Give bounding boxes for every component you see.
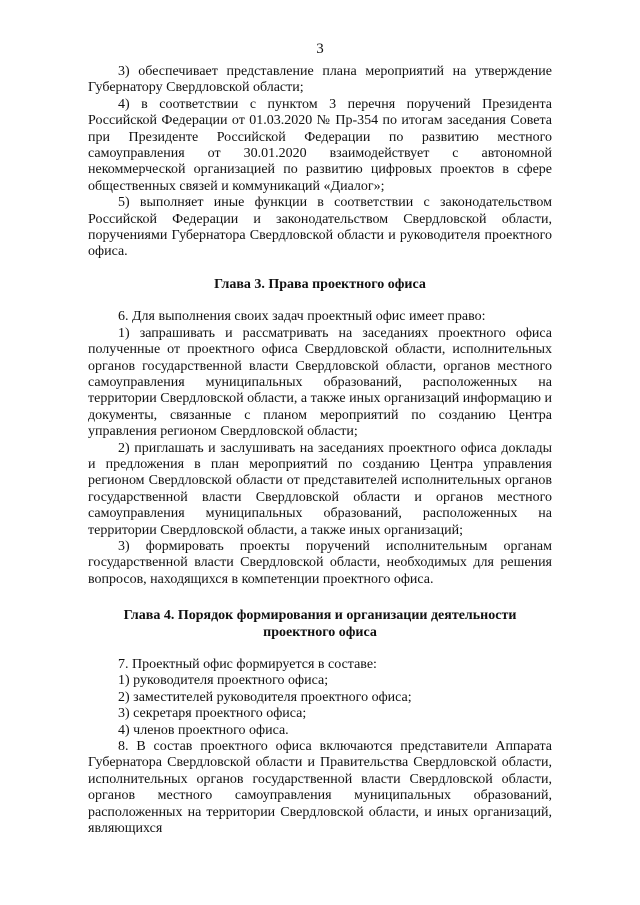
chapter-2-continuation [88, 64, 552, 261]
chapter-3-heading: Глава 3. Права проектного офиса [214, 276, 426, 292]
list-item: 4) в соответствии с пунктом 3 перечня поручений Президента Российской Федерации от 01.03.2020 № Пр-354 по итогам заседания Совета при Президенте Российской Федерации по развитию местного самоуправления от 30.01.2020 взаимодействует с автономной некоммерческой организацией по развитию цифровых проектов в сфере общественных связей и коммуникаций «Диалог»; [88, 96, 552, 194]
list-item: 5) выполняет иные функции в соответствии с законодательством Российской Федерации и законодательством Свердловской области, поручениями Губернатора Свердловской области и руководителя проектного офиса. [88, 195, 552, 260]
list-item: 4) членов проектного офиса. [118, 722, 289, 738]
list-item: 3) обеспечивает представление плана мероприятий на утверждение Губернатору Свердловской области; [88, 64, 552, 96]
paragraph: 6. Для выполнения своих задач проектный офис имеет право: [118, 309, 486, 325]
chapter-4 [88, 608, 552, 837]
list-item: 2) приглашать и заслушивать на заседаниях проектного офиса доклады и предложения в план мероприятий по созданию Центра управления регионом Свердловской области от представителей исполнительных органов государственной власти Свердловской области и органов местного самоуправления муниципальных образований, расположенных на территории Свердловской области, а также иных организаций; [88, 440, 552, 538]
paragraph: 7. Проектный офис формируется в составе: [118, 657, 377, 672]
list-item: 3) формировать проекты поручений исполнительным органам государственной власти Свердловской области, необходимых для решения вопросов, находящихся в компетенции проектного офиса. [88, 538, 552, 587]
paragraph: 8. В состав проектного офиса включаются представители Аппарата Губернатора Свердловской области и Правительства Свердловской области, исполнительных органов государственной власти Свердловской области, органов местного самоуправления муниципальных образований, расположенных на территории Свердловской области, и иных организаций, являющихся [88, 739, 552, 837]
chapter-3 [88, 277, 552, 588]
list-item: 1) руководителя проектного офиса; [118, 673, 329, 689]
chapter-4-heading-line-1: Глава 4. Порядок формирования и организации деятельности [123, 608, 517, 624]
chapter-4-heading [88, 608, 552, 641]
chapter-4-heading-line-2: проектного офиса [263, 624, 377, 640]
document-page [88, 40, 552, 837]
list-item: 2) заместителей руководителя проектного офиса; [118, 689, 412, 705]
list-item: 1) запрашивать и рассматривать на заседаниях проектного офиса полученные от проектного офиса Свердловской области, исполнительных органов государственной власти Свердловской области, органов местного самоуправления муниципальных образований, расположенных на территории Свердловской области, а также иных организаций информацию и документы, связанные с планом мероприятий по созданию Центра управления регионом Свердловской области; [88, 325, 552, 440]
list-item: 3) секретаря проектного офиса; [118, 706, 307, 722]
page-number: 3 [316, 41, 324, 57]
